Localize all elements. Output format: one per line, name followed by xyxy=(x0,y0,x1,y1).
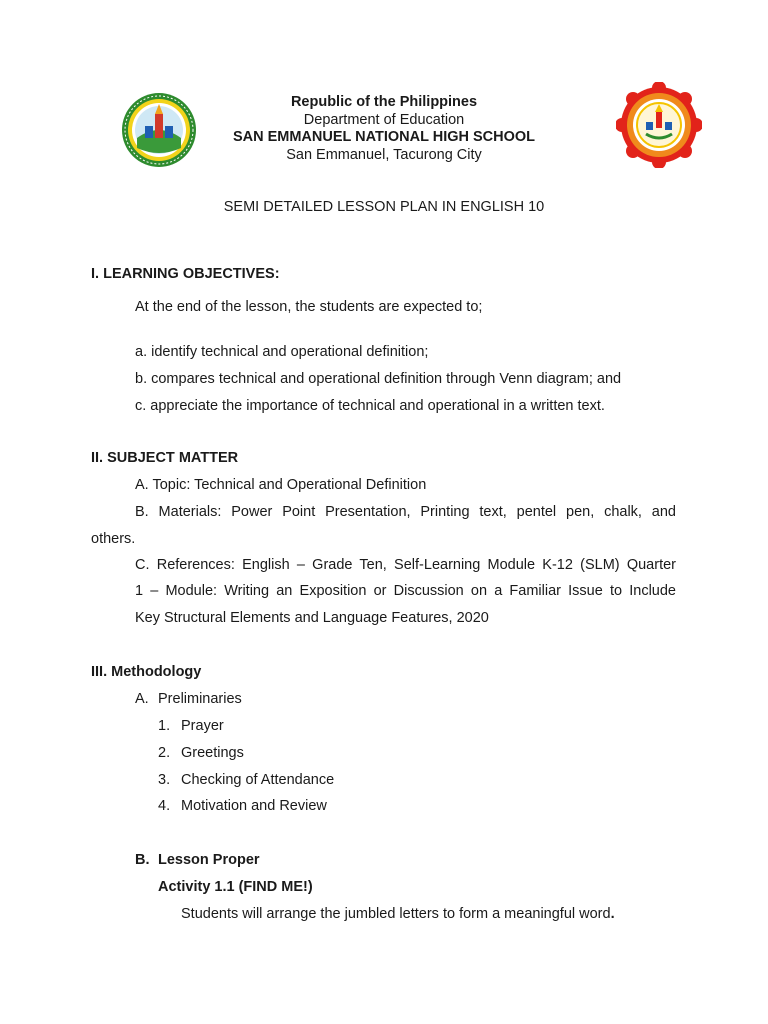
preliminaries-label: Preliminaries xyxy=(158,691,242,707)
activity-title: Activity 1.1 (FIND ME!) xyxy=(158,879,313,895)
activity-instructions xyxy=(181,906,615,922)
step-number: 3. xyxy=(158,772,171,788)
header-school-address: San Emmanuel, Tacurong City xyxy=(286,147,482,163)
objectives-heading: I. LEARNING OBJECTIVES: xyxy=(91,266,280,282)
objective-item: c. appreciate the importance of technical and operational in a written text. xyxy=(135,398,605,414)
step-text: Greetings xyxy=(181,745,244,761)
step-number: 2. xyxy=(158,745,171,761)
step-text: Checking of Attendance xyxy=(181,772,335,788)
methodology-heading: III. Methodology xyxy=(91,664,202,680)
lesson-proper-heading: Lesson Proper xyxy=(158,852,260,868)
objective-item: a. identify technical and operational definition; xyxy=(135,344,429,360)
subject-materials-cont: others. xyxy=(91,531,136,547)
header-department: Department of Education xyxy=(303,112,465,128)
document-title: SEMI DETAILED LESSON PLAN IN ENGLISH 10 xyxy=(223,199,545,215)
subject-matter-heading: II. SUBJECT MATTER xyxy=(91,450,239,466)
objectives-intro: At the end of the lesson, the students are expected to; xyxy=(135,299,483,315)
subject-references-cont: 1 – Module: Writing an Exposition or Discussion on a Familiar Issue to Include xyxy=(135,583,676,599)
step-text: Prayer xyxy=(181,718,224,734)
activity-instructions-period: . xyxy=(610,906,615,922)
step-text: Motivation and Review xyxy=(181,798,327,814)
activity-instructions-text: Students will arrange the jumbled letters to form a meaningful word xyxy=(181,906,611,922)
subject-materials: B. Materials: Power Point Presentation, Printing text, pentel pen, chalk, and xyxy=(135,504,676,520)
step-number: 1. xyxy=(158,718,171,734)
lesson-proper-letter: B. xyxy=(135,852,150,868)
subject-references-cont: Key Structural Elements and Language Features, 2020 xyxy=(135,610,489,626)
preliminaries-letter: A. xyxy=(135,691,149,707)
step-number: 4. xyxy=(158,798,171,814)
subject-references: C. References: English – Grade Ten, Self-Learning Module K-12 (SLM) Quarter xyxy=(135,557,676,573)
header-school-name: SAN EMMANUEL NATIONAL HIGH SCHOOL xyxy=(232,129,536,145)
subject-topic: A. Topic: Technical and Operational Definition xyxy=(135,477,427,493)
objective-item: b. compares technical and operational definition through Venn diagram; and xyxy=(135,371,622,387)
header-republic: Republic of the Philippines xyxy=(290,94,478,110)
